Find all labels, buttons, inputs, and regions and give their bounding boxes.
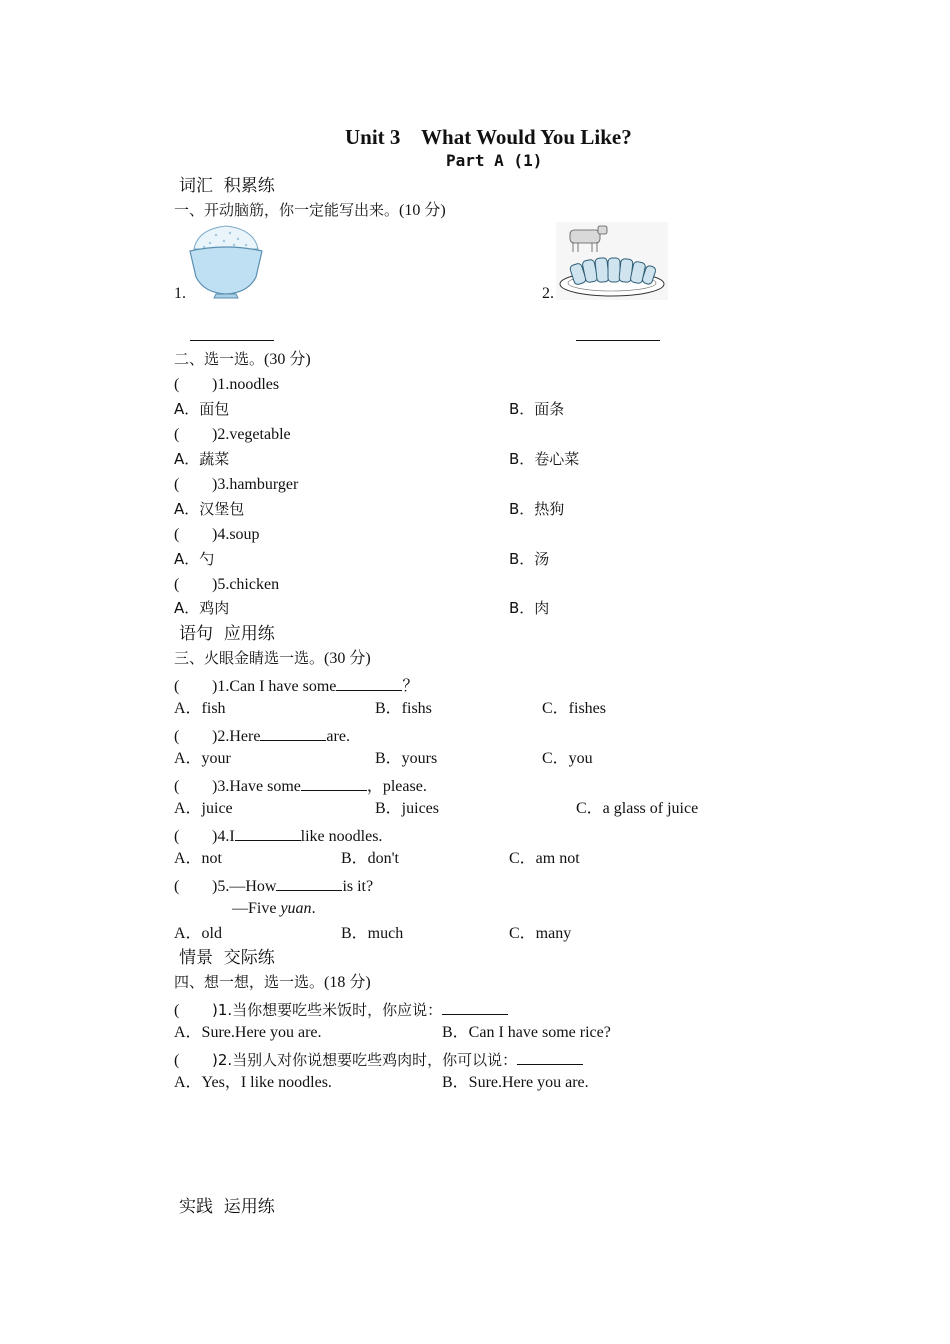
answer-paren[interactable]: ( <box>174 576 180 593</box>
part3-points: (30 分) <box>324 650 371 667</box>
fill-blank[interactable] <box>301 776 367 791</box>
fill-blank[interactable] <box>235 826 301 841</box>
p2-q1-option-a[interactable]: A．面包 <box>174 400 230 418</box>
p2-q4-option-a[interactable]: A．勺 <box>174 550 215 568</box>
page-subtitle: Part A (1) <box>446 151 543 170</box>
p3-q3-option-c[interactable]: C．a glass of juice <box>576 800 699 817</box>
p3-q5-pre: )5.—How <box>212 878 277 895</box>
fill-blank[interactable] <box>276 876 342 891</box>
p3-q3 <box>174 776 427 795</box>
p3-q4-option-c[interactable]: C．am not <box>509 850 580 867</box>
p3-q2-option-a[interactable]: A．your <box>174 750 231 767</box>
p3-q4-option-b[interactable]: B．don't <box>341 850 400 867</box>
part2-heading <box>174 352 311 368</box>
part2-heading-text: 二、选一选。 <box>174 350 265 368</box>
answer-paren[interactable]: ( <box>174 426 180 443</box>
item-1-number: 1. <box>174 285 186 302</box>
answer-paren[interactable]: ( <box>174 376 180 393</box>
p3-q5-option-a[interactable]: A．old <box>174 925 223 942</box>
p3-q5-option-b[interactable]: B．much <box>341 925 404 942</box>
p3-q1 <box>174 676 418 695</box>
p4-q2-text: )2.当别人对你说想要吃些鸡肉时，你可以说： <box>212 1051 518 1069</box>
answer-paren[interactable]: ( <box>174 778 180 795</box>
section-practice: 实践 运用练 <box>179 1197 275 1217</box>
p3-q1-option-c[interactable]: C．fishes <box>542 700 607 717</box>
fill-blank[interactable] <box>336 676 402 691</box>
answer-paren[interactable]: ( <box>174 828 180 845</box>
p2-q5 <box>174 577 279 593</box>
part4-heading-text: 四、想一想，选一选。 <box>174 973 325 991</box>
p3-q4-pre: )4.I <box>212 828 235 845</box>
p2-q5-text: )5.chicken <box>212 576 280 593</box>
p2-q3 <box>174 477 298 493</box>
p3-q4-post: like noodles. <box>300 828 383 845</box>
p2-q5-option-b[interactable]: B．肉 <box>509 599 550 617</box>
answer-paren[interactable]: ( <box>174 1052 180 1069</box>
part4-points: (18 分) <box>324 974 371 991</box>
answer-line-1[interactable] <box>190 340 274 341</box>
fill-blank[interactable] <box>517 1050 583 1065</box>
p3-q3-option-b[interactable]: B．juices <box>375 800 439 817</box>
page-title: Unit 3 What Would You Like? <box>345 125 632 149</box>
p2-q1 <box>174 377 279 393</box>
p2-q1-text: )1.noodles <box>212 376 280 393</box>
fill-blank[interactable] <box>260 726 326 741</box>
p3-q2-post: are. <box>326 728 350 745</box>
p2-q2 <box>174 427 291 443</box>
p2-q3-option-b[interactable]: B．热狗 <box>509 500 565 518</box>
p3-q5-post: is it? <box>342 878 374 895</box>
p3-q2 <box>174 726 350 745</box>
p3-q3-post: ，please. <box>366 778 427 795</box>
answer-paren[interactable]: ( <box>174 728 180 745</box>
answer-paren[interactable]: ( <box>174 878 180 895</box>
p2-q4 <box>174 527 260 543</box>
p3-q1-pre: )1.Can I have some <box>212 678 337 695</box>
section-vocab: 词汇 积累练 <box>179 176 275 196</box>
p4-q1-text: )1.当你想要吃些米饭时，你应说： <box>212 1001 443 1019</box>
p2-q1-option-b[interactable]: B．面条 <box>509 400 565 418</box>
p3-q5 <box>174 876 373 895</box>
p4-q2-option-a[interactable]: A．Yes，I like noodles. <box>174 1074 332 1091</box>
p2-q4-option-b[interactable]: B．汤 <box>509 550 550 568</box>
answer-line-2[interactable] <box>576 340 660 341</box>
part1-points: (10 分) <box>399 202 446 219</box>
p2-q3-text: )3.hamburger <box>212 476 299 493</box>
p3-q3-option-a[interactable]: A．juice <box>174 800 233 817</box>
cow-beef-plate-image <box>556 222 668 300</box>
p4-q1 <box>174 1000 508 1019</box>
answer-paren[interactable]: ( <box>174 678 180 695</box>
p4-q2 <box>174 1050 583 1069</box>
answer-paren[interactable]: ( <box>174 526 180 543</box>
p3-q2-option-c[interactable]: C．you <box>542 750 593 767</box>
p3-q5-reply-post: . <box>311 900 316 917</box>
p2-q5-option-a[interactable]: A．鸡肉 <box>174 599 230 617</box>
p2-q2-option-b[interactable]: B．卷心菜 <box>509 450 580 468</box>
p3-q3-pre: )3.Have some <box>212 778 301 795</box>
fill-blank[interactable] <box>442 1000 508 1015</box>
part1-heading-text: 一、开动脑筋，你一定能写出来。 <box>174 201 400 219</box>
p2-q3-option-a[interactable]: A．汉堡包 <box>174 500 245 518</box>
p3-q1-post: ？ <box>402 678 419 695</box>
answer-paren[interactable]: ( <box>174 1002 180 1019</box>
p4-q1-option-a[interactable]: A．Sure.Here you are. <box>174 1024 322 1041</box>
p3-q1-option-b[interactable]: B．fishs <box>375 700 432 717</box>
p4-q2-option-b[interactable]: B．Sure.Here you are. <box>442 1074 589 1091</box>
p4-q1-option-b[interactable]: B．Can I have some rice? <box>442 1024 611 1041</box>
item-2-number: 2. <box>542 285 554 302</box>
p2-q2-option-a[interactable]: A．蔬菜 <box>174 450 230 468</box>
p3-q2-option-b[interactable]: B．yours <box>375 750 438 767</box>
rice-bowl-image <box>186 223 266 299</box>
part2-points: (30 分) <box>264 351 311 368</box>
p3-q2-pre: )2.Here <box>212 728 261 745</box>
p2-q2-text: )2.vegetable <box>212 426 291 443</box>
part4-heading <box>174 975 371 991</box>
p3-q5-option-c[interactable]: C．many <box>509 925 572 942</box>
section-sentence: 语句 应用练 <box>179 624 275 644</box>
p3-q1-option-a[interactable]: A．fish <box>174 700 226 717</box>
answer-paren[interactable]: ( <box>174 476 180 493</box>
part3-heading-text: 三、火眼金睛选一选。 <box>174 649 325 667</box>
p3-q5-reply-pre: —Five <box>232 900 281 917</box>
p3-q4-option-a[interactable]: A．not <box>174 850 223 867</box>
p2-q4-text: )4.soup <box>212 526 260 543</box>
part1-heading <box>174 203 446 219</box>
p3-q5-reply <box>232 901 316 917</box>
section-scenario: 情景 交际练 <box>179 948 275 968</box>
p3-q5-reply-em: yuan <box>280 900 312 917</box>
part3-heading <box>174 651 371 667</box>
p3-q4 <box>174 826 382 845</box>
